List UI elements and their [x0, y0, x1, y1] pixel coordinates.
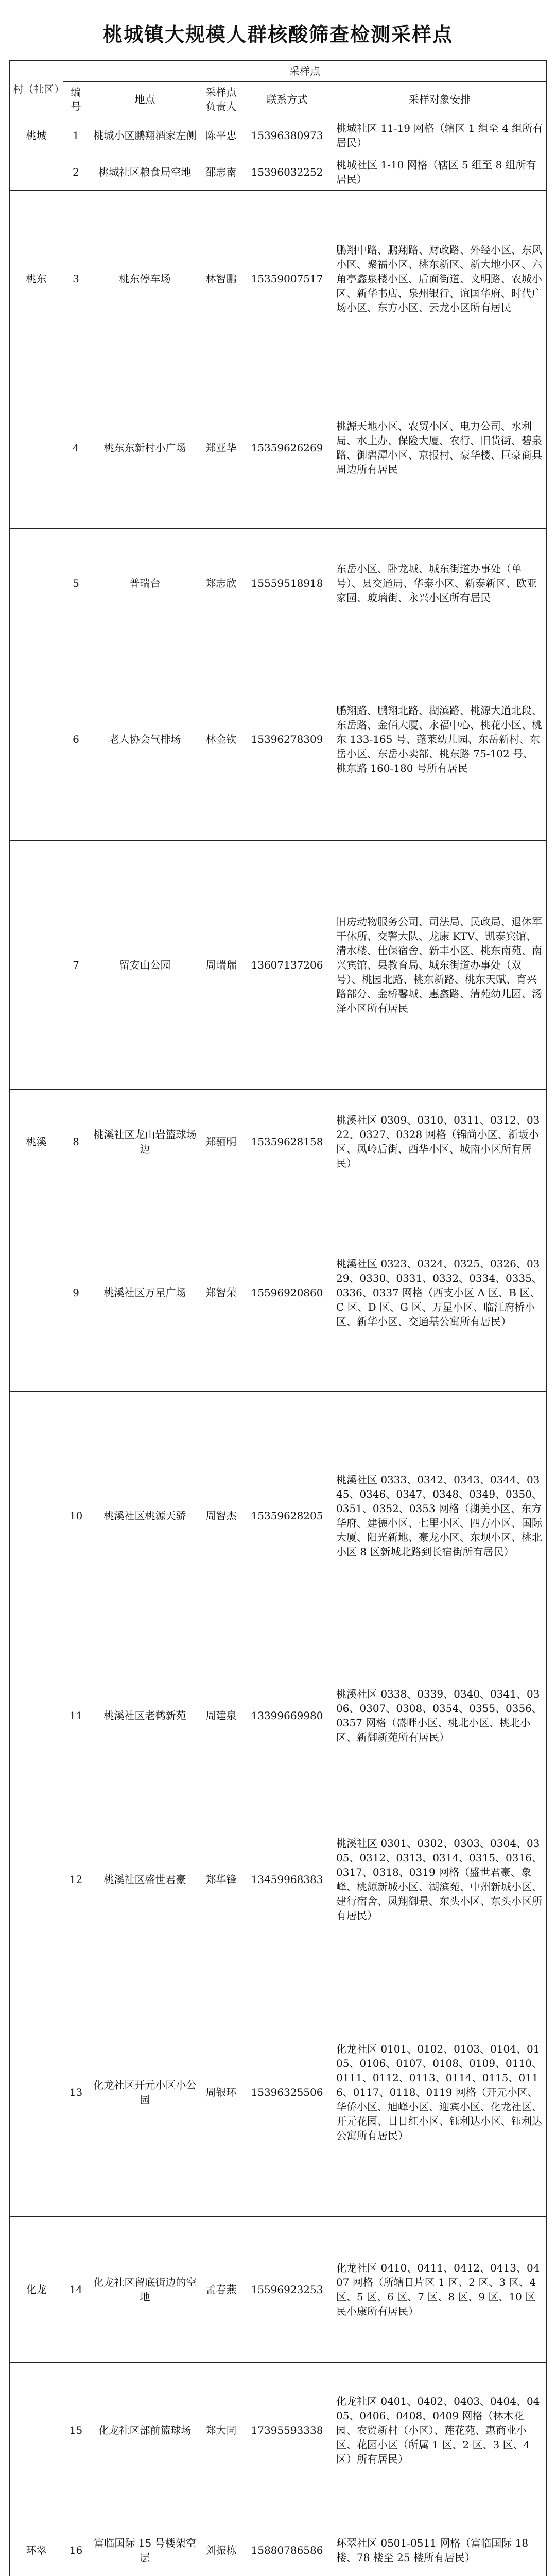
cell-person: 郑大同	[201, 2363, 241, 2498]
cell-phone: 17395593338	[241, 2363, 333, 2498]
cell-village	[10, 529, 63, 638]
cell-phone: 15559518918	[241, 529, 333, 638]
table-row	[10, 1194, 547, 1392]
cell-phone: 15359628158	[241, 1090, 333, 1194]
cell-village	[10, 1968, 63, 2217]
cell-scope: 东岳小区、卧龙城、城东街道办事处（单号）、县交通局、华泰小区、新泰新区、欧亚家园、玻璃街、永兴小区所有居民	[333, 529, 547, 638]
table-body	[10, 117, 547, 2576]
cell-village: 化龙	[10, 2217, 63, 2363]
cell-no: 8	[63, 1090, 89, 1194]
cell-no: 4	[63, 367, 89, 529]
cell-site: 桃东东新村小广场	[89, 367, 201, 529]
cell-person: 周瑞瑞	[201, 841, 241, 1090]
table-header-row-group	[10, 61, 547, 82]
cell-site: 留安山公园	[89, 841, 201, 1090]
cell-village	[10, 1392, 63, 1640]
cell-site: 老人协会气排场	[89, 638, 201, 841]
cell-site: 化龙社区部前篮球场	[89, 2363, 201, 2498]
cell-no: 14	[63, 2217, 89, 2363]
table-row	[10, 1392, 547, 1640]
cell-scope: 桃溪社区 0309、0310、0311、0312、0322、0327、0328 网格（锦尚小区、新坂小区、凤岭后街、西华小区、城南小区所有居民）	[333, 1090, 547, 1194]
cell-scope: 鹏翔中路、鹏翔路、财政路、外经小区、东风小区、聚福小区、桃东新区、新大地小区、六角亭鑫泉楼小区、后面街道、文明路、农城小区、新华书店、泉州银行、谊国华府、时代广场小区、东方小区、云龙小区所有居民	[333, 191, 547, 367]
cell-person: 刘振栋	[201, 2498, 241, 2576]
cell-phone: 15396325506	[241, 1968, 333, 2217]
cell-person: 陈平忠	[201, 117, 241, 154]
cell-scope: 环翠社区 0501-0511 网格（富临国际 18 楼、78 楼至 25 楼所有居民）	[333, 2498, 547, 2576]
cell-no: 16	[63, 2498, 89, 2576]
cell-site: 普瑞台	[89, 529, 201, 638]
cell-phone: 15596920860	[241, 1194, 333, 1392]
cell-village: 桃溪	[10, 1090, 63, 1194]
cell-person: 孟春燕	[201, 2217, 241, 2363]
table-row	[10, 638, 547, 841]
cell-no: 13	[63, 1968, 89, 2217]
cell-phone: 15359007517	[241, 191, 333, 367]
table-row	[10, 117, 547, 154]
cell-scope: 化龙社区 0410、0411、0412、0413、0407 网格（所辖日片区 1 区、2 区、3 区、4 区、5 区、6 区、7 区、8 区、9 区、10 区民小康所有居民）	[333, 2217, 547, 2363]
cell-scope: 桃溪社区 0333、0342、0343、0344、0345、0346、0347、0348、0349、0350、0351、0352、0353 网格（湖美小区、东方华府、建德小区、七里小区、四方小区、国际大厦、阳光新地、豪龙小区、东坝小区、桃北小区 8 区新城北路到长宿街所有居民）	[333, 1392, 547, 1640]
cell-person: 邵志南	[201, 154, 241, 191]
cell-person: 郑骊明	[201, 1090, 241, 1194]
cell-phone: 15359626269	[241, 367, 333, 529]
table-header-row	[10, 82, 547, 117]
cell-person: 郑华锋	[201, 1791, 241, 1968]
cell-scope: 桃城社区 11-19 网格（辖区 1 组至 4 组所有居民）	[333, 117, 547, 154]
cell-no: 2	[63, 154, 89, 191]
cell-site: 化龙社区留底街边的空地	[89, 2217, 201, 2363]
cell-scope: 鹏翔路、鹏翔北路、湖滨路、桃源大道北段、东岳路、金佰大厦、永福中心、桃花小区、桃东 133-165 号、蓬莱幼儿园、东岳新村、东岳小区、东岳小卖部、桃东路 75-102 号、桃东路 160-180 号所有居民	[333, 638, 547, 841]
table-row	[10, 1968, 547, 2217]
cell-phone: 15596923253	[241, 2217, 333, 2363]
cell-site: 化龙社区开元小区小公园	[89, 1968, 201, 2217]
cell-scope: 桃城社区 1-10 网格（辖区 5 组至 8 组所有居民）	[333, 154, 547, 191]
table-row	[10, 1791, 547, 1968]
cell-no: 9	[63, 1194, 89, 1392]
table-row	[10, 1090, 547, 1194]
cell-scope: 旧房动物服务公司、司法局、民政局、退休军干休所、交警大队、龙康 KTV、凯泰宾馆、清水楼、仕保宿舍、新丰小区、桃东南苑、南兴宾馆、县教育局、城东街道办事处（双号）、桃园北路、桃东新路、桃东天赋、育兴路部分、金桥馨城、惠鑫路、清苑幼儿园、汤泽小区所有居民	[333, 841, 547, 1090]
cell-village: 环翠	[10, 2498, 63, 2576]
cell-no: 1	[63, 117, 89, 154]
table-row	[10, 1640, 547, 1791]
cell-person: 周银环	[201, 1968, 241, 2217]
sampling-sites-table	[9, 60, 547, 2576]
header-scope: 采样对象安排	[333, 82, 547, 117]
cell-phone: 13607137206	[241, 841, 333, 1090]
table-row	[10, 2498, 547, 2576]
table-row	[10, 2363, 547, 2498]
cell-village	[10, 841, 63, 1090]
cell-scope: 桃溪社区 0323、0324、0325、0326、0329、0330、0331、0332、0334、0335、0336、0337 网格（西支小区 A 区、B 区、C 区、D 区、G 区、万星小区、临江府桥小区、新华小区、交通基公寓所有居民）	[333, 1194, 547, 1392]
header-site: 地点	[89, 82, 201, 117]
cell-phone: 15396278309	[241, 638, 333, 841]
cell-village: 桃东	[10, 191, 63, 367]
cell-scope: 化龙社区 0401、0402、0403、0404、0405、0406、0408、0409 网格（林木花园、农贸新村（小区）、莲花苑、惠商业小区、花园小区（所属 1 区、2 区、3 区、4 区）所有居民）	[333, 2363, 547, 2498]
cell-village	[10, 638, 63, 841]
cell-no: 11	[63, 1640, 89, 1791]
cell-village	[10, 367, 63, 529]
cell-site: 桃溪社区桃源天骄	[89, 1392, 201, 1640]
cell-site: 桃东停车场	[89, 191, 201, 367]
cell-site: 桃城社区粮食局空地	[89, 154, 201, 191]
cell-person: 郑亚华	[201, 367, 241, 529]
cell-no: 15	[63, 2363, 89, 2498]
cell-phone: 13399669980	[241, 1640, 333, 1791]
header-group: 采样点	[63, 61, 547, 82]
cell-no: 7	[63, 841, 89, 1090]
cell-no: 10	[63, 1392, 89, 1640]
cell-scope: 桃溪社区 0338、0339、0340、0341、0306、0307、0308、0354、0355、0356、0357 网格（盛畔小区、桃北小区、桃北小区、新御新苑所有居民）	[333, 1640, 547, 1791]
cell-person: 周建泉	[201, 1640, 241, 1791]
cell-person: 郑志欣	[201, 529, 241, 638]
page-title: 桃城镇大规模人群核酸筛查检测采样点	[102, 23, 453, 46]
cell-person: 林金钦	[201, 638, 241, 841]
table-row	[10, 154, 547, 191]
header-phone: 联系方式	[241, 82, 333, 117]
cell-village	[10, 154, 63, 191]
cell-site: 富临国际 15 号楼架空层	[89, 2498, 201, 2576]
table-row	[10, 367, 547, 529]
header-no: 编号	[63, 82, 89, 117]
table-row	[10, 529, 547, 638]
cell-scope: 桃溪社区 0301、0302、0303、0304、0305、0312、0313、0314、0315、0316、0317、0318、0319 网格（盛世君豪、象峰、桃源新城小区、湖滨苑、中州新城小区、建行宿舍、凤翔御景、东头小区、东头小区所有居民）	[333, 1791, 547, 1968]
cell-phone: 13459968383	[241, 1791, 333, 1968]
cell-no: 3	[63, 191, 89, 367]
cell-person: 郑智荣	[201, 1194, 241, 1392]
cell-no: 5	[63, 529, 89, 638]
table-row	[10, 2217, 547, 2363]
cell-phone: 15396032252	[241, 154, 333, 191]
cell-scope: 化龙社区 0101、0102、0103、0104、0105、0106、0107、0108、0109、0110、0111、0112、0113、0114、0115、0116、0117、0118、0119 网格（开元小区、华侨小区、旭峰小区、迎宾小区、化龙社区、开元花园、日日红小区、钰利达小区、钰利达公寓所有居民）	[333, 1968, 547, 2217]
cell-village: 桃城	[10, 117, 63, 154]
cell-person: 周智杰	[201, 1392, 241, 1640]
cell-scope: 桃源天地小区、农贸小区、电力公司、水利局、水土办、保险大厦、农行、旧货街、碧泉路、御碧潭小区、京报村、豪华楼、巨豪商具周边所有居民	[333, 367, 547, 529]
table-row	[10, 191, 547, 367]
table-row	[10, 841, 547, 1090]
cell-village	[10, 1194, 63, 1392]
cell-person: 林智鹏	[201, 191, 241, 367]
cell-village	[10, 1640, 63, 1791]
cell-village	[10, 1791, 63, 1968]
cell-phone: 15359628205	[241, 1392, 333, 1640]
cell-phone: 15880786586	[241, 2498, 333, 2576]
cell-site: 桃溪社区盛世君豪	[89, 1791, 201, 1968]
cell-site: 桃溪社区万星广场	[89, 1194, 201, 1392]
header-person: 采样点负责人	[201, 82, 241, 117]
cell-no: 6	[63, 638, 89, 841]
cell-site: 桃溪社区龙山岩篮球场边	[89, 1090, 201, 1194]
cell-no: 12	[63, 1791, 89, 1968]
cell-village	[10, 2363, 63, 2498]
cell-site: 桃溪社区老鹤新苑	[89, 1640, 201, 1791]
cell-phone: 15396380973	[241, 117, 333, 154]
cell-site: 桃城小区鹏翔酒家左侧	[89, 117, 201, 154]
header-village: 村（社区）	[10, 61, 63, 117]
